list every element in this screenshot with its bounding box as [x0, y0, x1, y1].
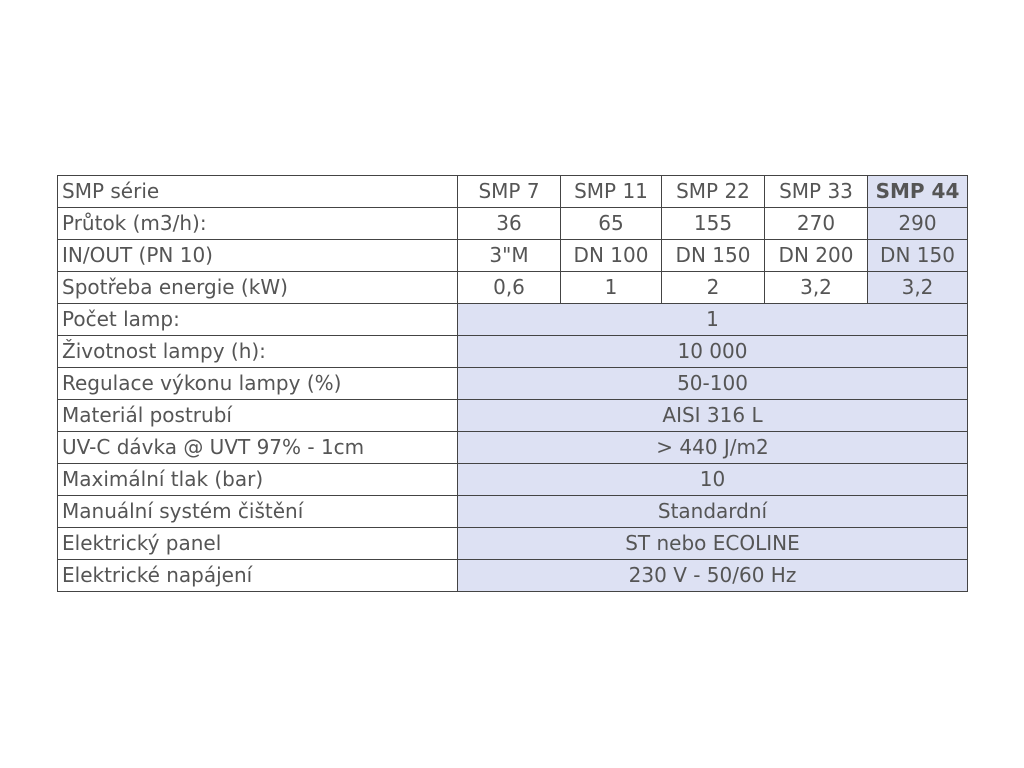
shared-value-cell: AISI 316 L	[458, 400, 968, 432]
table-cell: 3"M	[458, 240, 561, 272]
table-cell: DN 150	[662, 240, 765, 272]
model-smp-7: SMP 7	[458, 176, 561, 208]
table-row	[58, 432, 968, 464]
table-cell: 65	[561, 208, 662, 240]
shared-value-cell: 1	[458, 304, 968, 336]
table-cell: 290	[868, 208, 968, 240]
row-label: Průtok (m3/h):	[58, 208, 458, 240]
table-row	[58, 272, 968, 304]
row-label: Maximální tlak (bar)	[58, 464, 458, 496]
table-cell: 3,2	[868, 272, 968, 304]
row-label: IN/OUT (PN 10)	[58, 240, 458, 272]
model-smp-11: SMP 11	[561, 176, 662, 208]
table-cell: 2	[662, 272, 765, 304]
shared-value-cell: > 440 J/m2	[458, 432, 968, 464]
row-label: Elektrický panel	[58, 528, 458, 560]
table-cell: 3,2	[765, 272, 868, 304]
table-row	[58, 496, 968, 528]
row-label: Počet lamp:	[58, 304, 458, 336]
table-cell: 36	[458, 208, 561, 240]
table-cell: 270	[765, 208, 868, 240]
model-smp-22: SMP 22	[662, 176, 765, 208]
header-label: SMP série	[58, 176, 458, 208]
shared-value-cell: 10 000	[458, 336, 968, 368]
shared-value-cell: ST nebo ECOLINE	[458, 528, 968, 560]
shared-value-cell: 50-100	[458, 368, 968, 400]
model-smp-44: SMP 44	[868, 176, 968, 208]
row-label: Materiál postrubí	[58, 400, 458, 432]
shared-value-cell: Standardní	[458, 496, 968, 528]
table-row	[58, 400, 968, 432]
table-row	[58, 304, 968, 336]
specification-table	[57, 175, 968, 592]
table-cell: DN 100	[561, 240, 662, 272]
row-label: Regulace výkonu lampy (%)	[58, 368, 458, 400]
row-label: Elektrické napájení	[58, 560, 458, 592]
row-label: Manuální systém čištění	[58, 496, 458, 528]
table-row	[58, 208, 968, 240]
table-cell: 0,6	[458, 272, 561, 304]
table-cell: 1	[561, 272, 662, 304]
table-row	[58, 240, 968, 272]
shared-value-cell: 10	[458, 464, 968, 496]
table-row	[58, 336, 968, 368]
table-cell: DN 200	[765, 240, 868, 272]
row-label: Životnost lampy (h):	[58, 336, 458, 368]
table-row	[58, 560, 968, 592]
header-row	[58, 176, 968, 208]
row-label: UV-C dávka @ UVT 97% - 1cm	[58, 432, 458, 464]
table-cell: DN 150	[868, 240, 968, 272]
table-row	[58, 528, 968, 560]
row-label: Spotřeba energie (kW)	[58, 272, 458, 304]
model-smp-33: SMP 33	[765, 176, 868, 208]
shared-value-cell: 230 V - 50/60 Hz	[458, 560, 968, 592]
table-cell: 155	[662, 208, 765, 240]
table-row	[58, 464, 968, 496]
table-row	[58, 368, 968, 400]
